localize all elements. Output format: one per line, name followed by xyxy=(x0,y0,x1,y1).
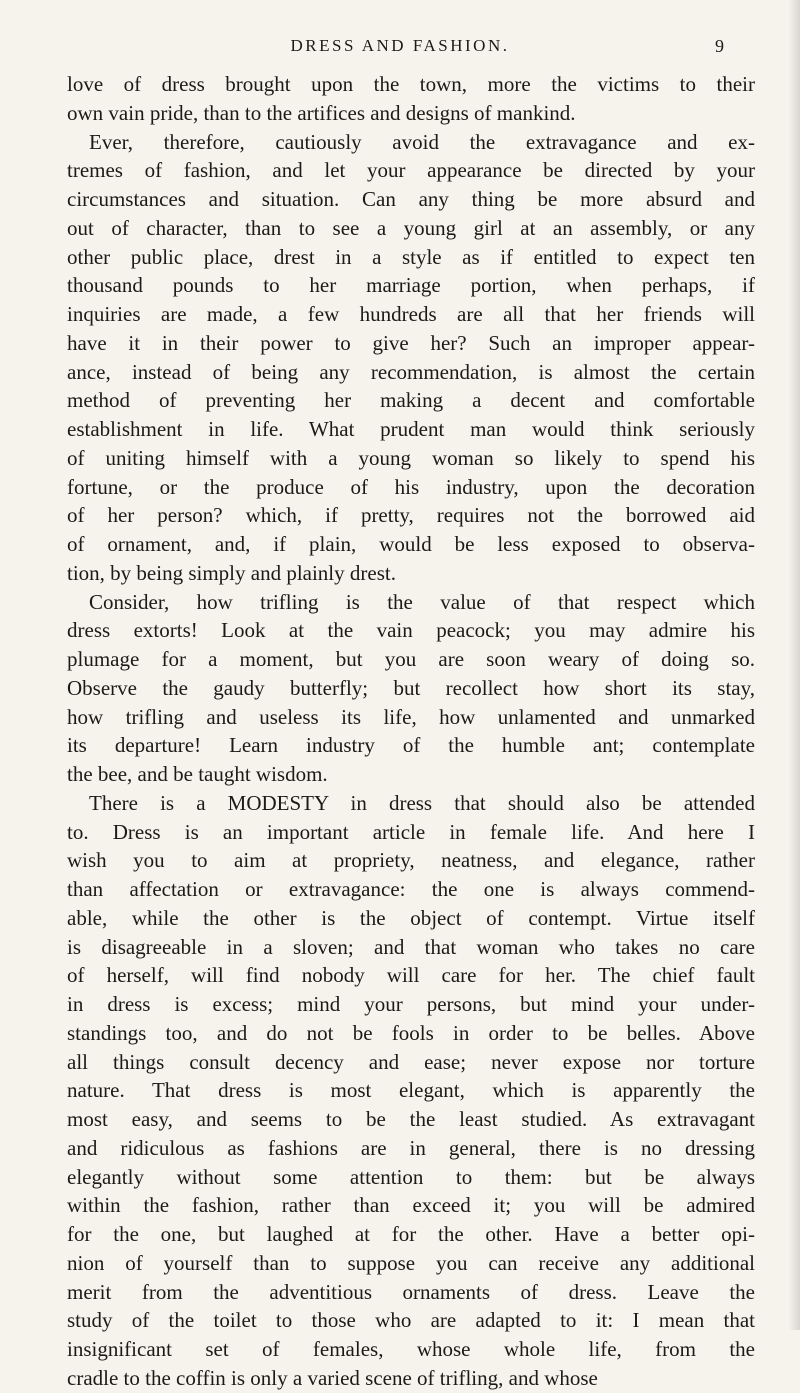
text-line: other public place, drest in a style as if entitled to expect ten xyxy=(67,244,755,269)
text-line: than affectation or extravagance: the one is always commend- xyxy=(67,877,755,901)
text-line: tion, by being simply and plainly drest. xyxy=(67,560,396,585)
text-line: out of character, than to see a young girl at an assembly, or any xyxy=(67,215,755,240)
text-line: is disagreeable in a sloven; and that woman who takes no care xyxy=(67,934,755,959)
text-line: elegantly without some attention to them: but be always xyxy=(67,1164,755,1189)
running-head xyxy=(0,28,800,58)
text-line: insignificant set of females, whose whole life, from the xyxy=(67,1337,755,1361)
text-line: standings too, and do not be fools in order to be belles. Above xyxy=(67,1020,755,1045)
text-line: inquiries are made, a few hundreds are all that her friends will xyxy=(67,302,755,326)
text-line: and ridiculous as fashions are in general, there is no dressing xyxy=(67,1135,755,1160)
body-text xyxy=(67,70,755,1393)
text-line: most easy, and seems to be the least studied. As extravagant xyxy=(67,1107,755,1131)
text-line: own vain pride, than to the artifices and designs of mankind. xyxy=(67,100,576,125)
text-line: Consider, how trifling is the value of that respect which xyxy=(89,589,755,614)
text-line: within the fashion, rather than exceed it; you will be admired xyxy=(67,1193,755,1218)
text-line: nature. That dress is most elegant, which is apparently the xyxy=(67,1078,755,1103)
text-line: cradle to the coffin is only a varied scene of trifling, and whose xyxy=(67,1365,598,1390)
text-line: its departure! Learn industry of the humble ant; contemplate xyxy=(67,733,755,758)
text-line: for the one, but laughed at for the other. Have a better opi- xyxy=(67,1222,755,1246)
text-line: of her person? which, if pretty, requires not the borrowed aid xyxy=(67,503,755,528)
running-head-title: DRESS AND FASHION. xyxy=(290,36,510,55)
text-line: of uniting himself with a young woman so likely to spend his xyxy=(67,445,755,470)
text-line: how trifling and useless its life, how unlamented and unmarked xyxy=(67,704,755,729)
text-line: of ornament, and, if plain, would be less exposed to observa- xyxy=(67,532,755,556)
text-line: Observe the gaudy butterfly; but recollect how short its stay, xyxy=(67,675,755,700)
text-line: all things consult decency and ease; never expose nor torture xyxy=(67,1049,755,1074)
text-line: There is a MODESTY in dress that should also be attended xyxy=(89,790,755,815)
text-line: tremes of fashion, and let your appearance be directed by your xyxy=(67,158,755,183)
text-line: fortune, or the produce of his industry, upon the decoration xyxy=(67,474,755,499)
text-line: to. Dress is an important article in female life. And here I xyxy=(67,819,755,844)
text-line: wish you to aim at propriety, neatness, and elegance, rather xyxy=(67,848,755,873)
page-number: 9 xyxy=(715,36,724,56)
text-line: the bee, and be taught wisdom. xyxy=(67,762,328,786)
text-line: plumage for a moment, but you are soon weary of doing so. xyxy=(67,647,755,671)
text-line: thousand pounds to her marriage portion, when perhaps, if xyxy=(67,273,755,298)
page-edge-shadow xyxy=(788,0,800,1330)
text-line: Ever, therefore, cautiously avoid the extravagance and ex- xyxy=(89,129,755,154)
text-line: nion of yourself than to suppose you can receive any additional xyxy=(67,1250,755,1275)
text-line: able, while the other is the object of contempt. Virtue itself xyxy=(67,905,755,930)
text-line: have it in their power to give her? Such an improper appear- xyxy=(67,330,755,355)
text-line: circumstances and situation. Can any thing be more absurd and xyxy=(67,187,755,211)
text-line: ance, instead of being any recommendation, is almost the certain xyxy=(67,359,755,384)
text-line: of herself, will find nobody will care for her. The chief fault xyxy=(67,963,755,988)
text-line: love of dress brought upon the town, more the victims to their xyxy=(67,72,755,96)
text-line: study of the toilet to those who are adapted to it: I mean that xyxy=(67,1308,755,1333)
text-line: in dress is excess; mind your persons, but mind your under- xyxy=(67,992,755,1016)
text-line: dress extorts! Look at the vain peacock; you may admire his xyxy=(67,618,755,643)
text-line: merit from the adventitious ornaments of dress. Leave the xyxy=(67,1279,755,1304)
text-line: establishment in life. What prudent man would think seriously xyxy=(67,417,755,441)
text-line: method of preventing her making a decent and comfortable xyxy=(67,388,755,413)
